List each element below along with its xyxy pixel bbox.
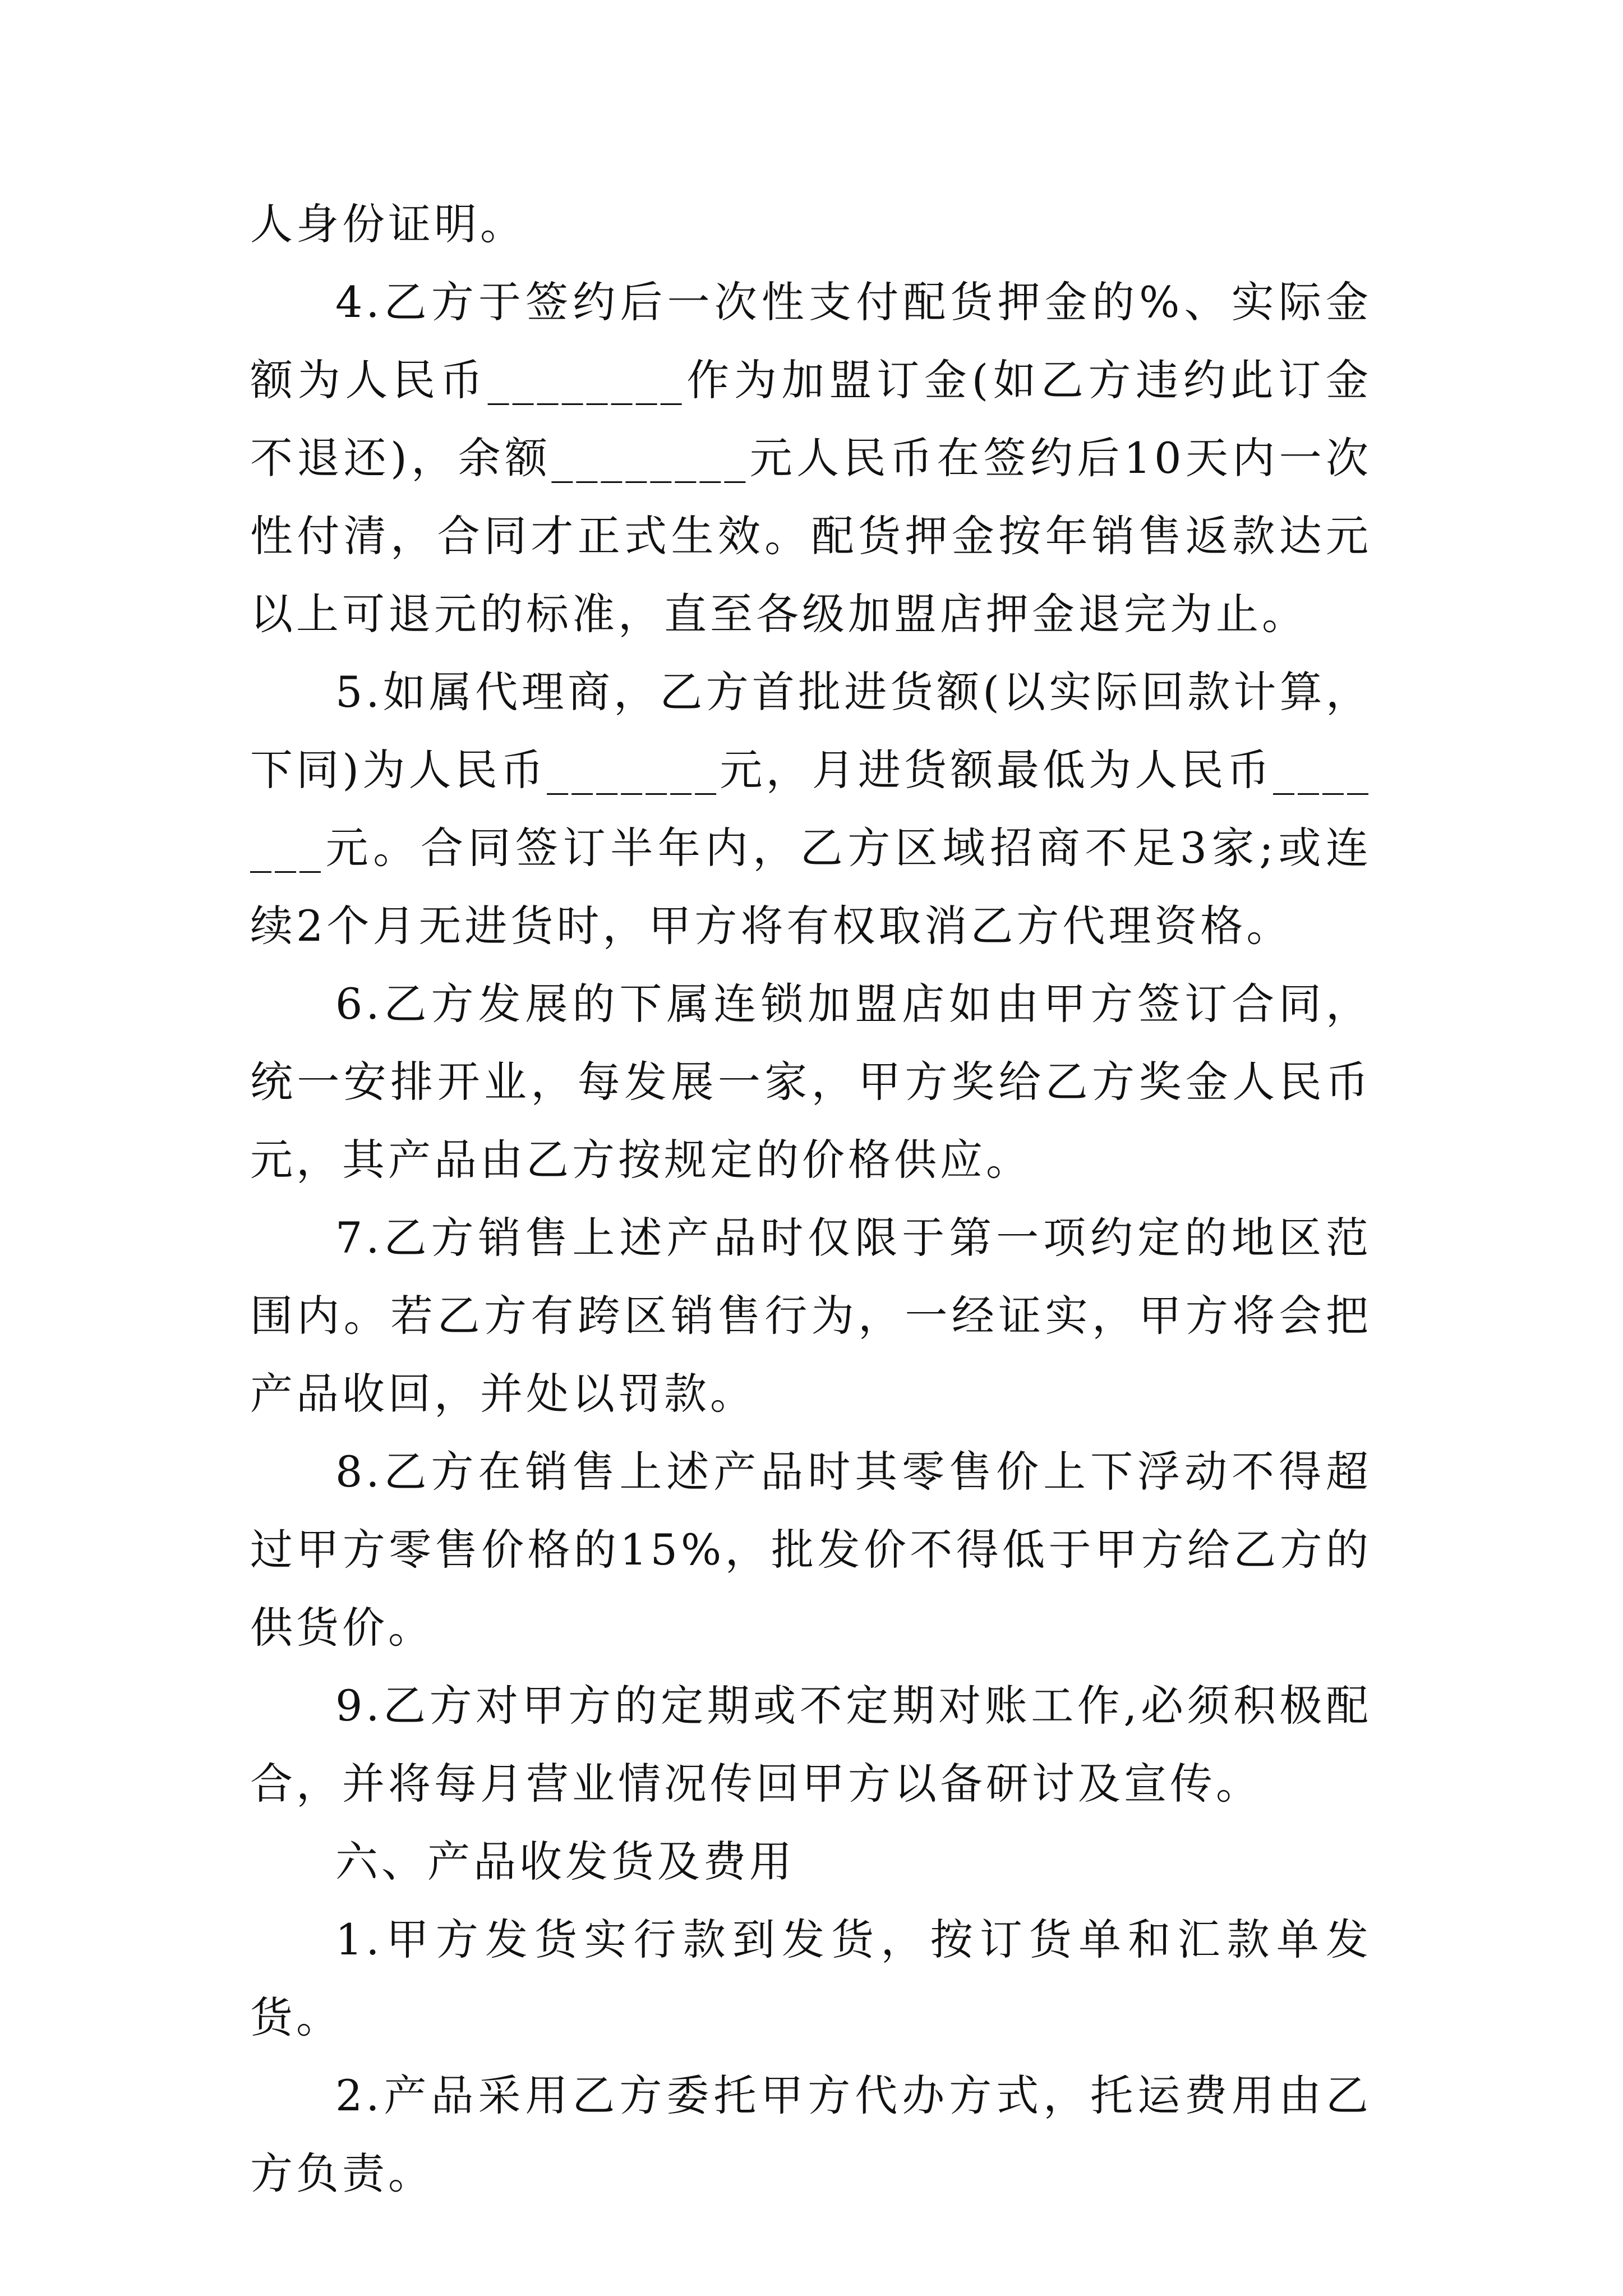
section-heading: 六、产品收发货及费用	[335, 1837, 795, 1887]
paragraph: 2.产品采用乙方委托甲方代办方式，托运费用由乙方负责。	[250, 2070, 1372, 2198]
paragraph: 5.如属代理商，乙方首批进货额(以实际回款计算，下同)为人民币_______元，月进货额最低为人民币_______元。合同签订半年内，乙方区域招商不足3家;或连续2个月无进货时，甲方将有权取消乙方代理资格。	[250, 667, 1372, 951]
document-body	[250, 185, 1372, 2212]
paragraph: 7.乙方销售上述产品时仅限于第一项约定的地区范围内。若乙方有跨区销售行为，一经证实，甲方将会把产品收回，并处以罚款。	[250, 1213, 1372, 1419]
paragraph: 4.乙方于签约后一次性支付配货押金的%、实际金额为人民币________作为加盟订金(如乙方违约此订金不退还)，余额________元人民币在签约后10天内一次性付清，合同才正式生效。配货押金按年销售返款达元以上可退元的标准，直至各级加盟店押金退完为止。	[250, 277, 1372, 639]
paragraph: 9.乙方对甲方的定期或不定期对账工作,必须积极配合，并将每月营业情况传回甲方以备研讨及宣传。	[250, 1681, 1372, 1809]
paragraph: 6.乙方发展的下属连锁加盟店如由甲方签订合同，统一安排开业，每发展一家，甲方奖给乙方奖金人民币元，其产品由乙方按规定的价格供应。	[250, 979, 1372, 1185]
paragraph: 8.乙方在销售上述产品时其零售价上下浮动不得超过甲方零售价格的15%，批发价不得低于甲方给乙方的供货价。	[250, 1447, 1372, 1653]
paragraph: 1.甲方发货实行款到发货，按订货单和汇款单发货。	[250, 1915, 1372, 2042]
paragraph: 人身份证明。	[250, 199, 526, 249]
